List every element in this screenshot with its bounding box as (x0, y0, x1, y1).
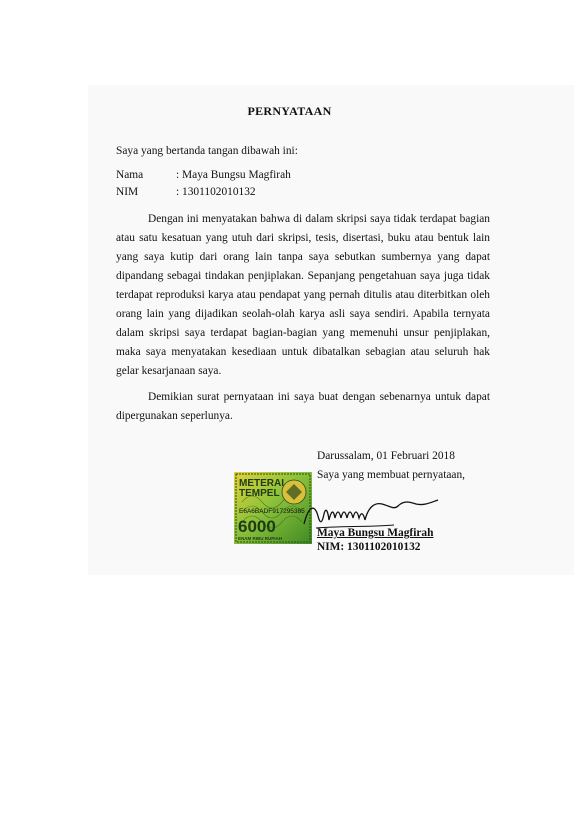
page-title: PERNYATAAN (247, 104, 332, 118)
paragraph-1-line: maka saya menyatakan kesediaan untuk dibatalkan sebagian atau seluruh hak (116, 346, 490, 358)
paragraph-1-line: yang saya kutip dari orang lain tanpa saya sebutkan sumbernya yang dapat (116, 251, 490, 263)
paragraph-2-line: dipergunakan seperlunya. (116, 410, 233, 422)
signer-intro: Saya yang membuat pernyataan, (317, 469, 466, 481)
name-value: : Maya Bungsu Magfirah (176, 169, 291, 181)
stamp-value: 6000 (238, 517, 276, 536)
paragraph-1-line: dalam skripsi saya terdapat bagian-bagian yang memenuhi unsur penjiplakan, (116, 327, 490, 339)
nim-label: NIM (116, 186, 139, 198)
stamp-line2: TEMPEL (239, 488, 280, 499)
signer-name: Maya Bungsu Magfirah (317, 527, 434, 539)
paragraph-1-line: Dengan ini menyatakan bahwa di dalam skripsi saya tidak terdapat bagian (148, 213, 490, 225)
paragraph-1-line: gelar kesarjanaan saya. (116, 365, 222, 377)
paragraph-1-line: atau satu kesatuan yang utuh dari skripsi, tesis, disertasi, buku atau bentuk lain (116, 232, 490, 244)
paragraph-1-line: terdapat reproduksi karya atau pendapat yang pernah ditulis atau diterbitkan oleh (116, 289, 490, 301)
stamp-value-text: ENAM RIBU RUPIAH (238, 536, 283, 541)
nim-value: : 1301102010132 (176, 186, 256, 198)
stamp-serial: E6A6BADF917295385 (239, 508, 305, 515)
signer-nim: NIM: 1301102010132 (317, 541, 421, 553)
paragraph-2-line: Demikian surat pernyataan ini saya buat dengan sebenarnya untuk dapat (148, 391, 490, 403)
paragraph-1-line: dipandang sebagai tindakan penjiplakan. Sepanjang pengetahuan saya juga tidak (116, 270, 490, 282)
place-date: Darussalam, 01 Februari 2018 (317, 450, 455, 462)
paragraph-1-line: orang lain yang dijadikan seolah-olah karya asli saya sendiri. Apabila ternyata (116, 308, 490, 320)
intro-text: Saya yang bertanda tangan dibawah ini: (116, 145, 298, 157)
stamp-line1: METERAI (239, 478, 284, 489)
name-label: Nama (116, 169, 144, 181)
